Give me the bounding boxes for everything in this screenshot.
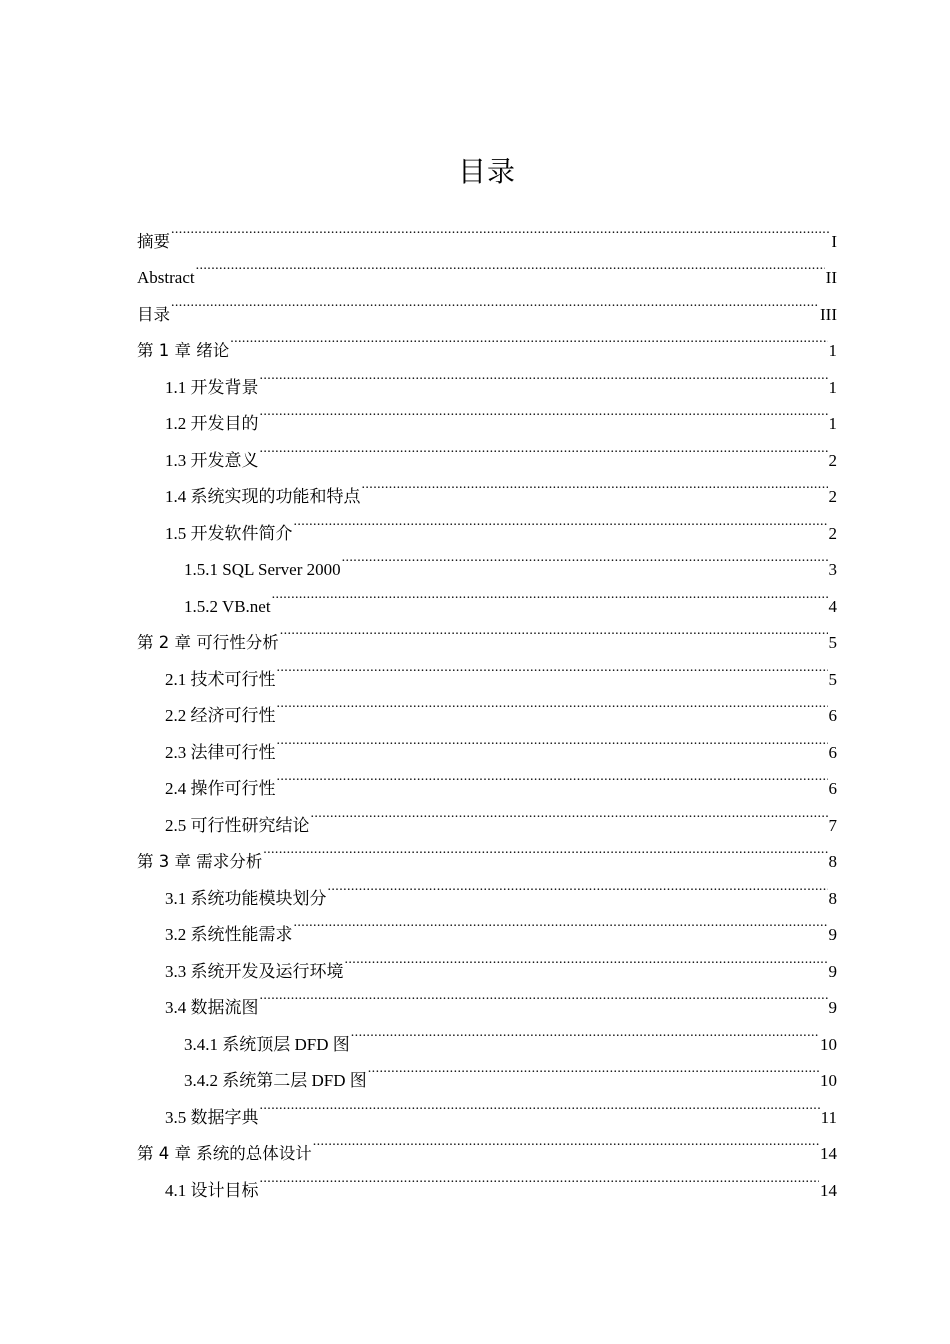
toc-dot-leader: [263, 831, 827, 868]
toc-entry-label: 2.4 操作可行性: [165, 779, 276, 798]
toc-entry[interactable]: [137, 210, 837, 251]
toc-entry-label: 3.1 系统功能模块划分: [165, 888, 327, 908]
toc-entry-page-number: 1: [828, 341, 837, 360]
toc-dot-leader: [277, 721, 828, 758]
toc-entry-label: 第 2 章 可行性分析: [137, 633, 279, 652]
toc-entry-page-number: 9: [828, 925, 837, 944]
toc-entry-label: 1.1 开发背景: [165, 377, 259, 397]
toc-entry-page-number: 1: [828, 414, 837, 433]
toc-dot-leader: [277, 758, 828, 795]
toc-dot-leader: [351, 1013, 819, 1050]
toc-entry-label: 1.5.1 SQL Server 2000: [184, 560, 341, 579]
toc-entry-page-number: 2: [828, 523, 837, 543]
toc-entry-page-number: 8: [828, 852, 837, 871]
toc-entry[interactable]: [137, 283, 837, 324]
toc-entry-label: 3.3 系统开发及运行环境: [165, 961, 344, 981]
toc-dot-leader: [277, 685, 828, 722]
toc-entry-label: 1.5 开发软件简介: [165, 523, 293, 543]
toc-entry-page-number: 2: [828, 450, 837, 470]
toc-entry-label: 2.5 可行性研究结论: [165, 815, 310, 835]
toc-entry[interactable]: [137, 247, 837, 287]
toc-entry-page-number: 6: [828, 742, 837, 762]
toc-entry-page-number: II: [825, 268, 837, 287]
toc-entry-label: Abstract: [137, 268, 195, 287]
toc-dot-leader: [294, 502, 828, 539]
toc-entry-page-number: 3: [828, 560, 837, 579]
toc-entry-page-number: I: [831, 231, 837, 251]
toc-entry-label: 2.3 法律可行性: [165, 742, 276, 762]
toc-entry-label: 2.1 技术可行性: [165, 669, 276, 689]
toc-entry-label: 第 1 章 绪论: [137, 341, 230, 360]
toc-entry-page-number: 9: [828, 961, 837, 981]
toc-entry-page-number: 11: [820, 1107, 837, 1127]
toc-entry-page-number: 14: [820, 1180, 837, 1200]
toc-entry-page-number: III: [820, 304, 837, 324]
toc-dot-leader: [171, 210, 830, 247]
toc-entry-label: 目录: [137, 304, 170, 324]
toc-entry-page-number: 2: [828, 487, 837, 506]
toc-entry-page-number: 1: [828, 377, 837, 397]
toc-entry-page-number: 5: [828, 633, 837, 652]
toc-dot-leader: [260, 356, 828, 393]
toc-dot-leader: [345, 940, 828, 977]
toc-entry-label: 3.2 系统性能需求: [165, 925, 293, 944]
toc-dot-leader: [313, 1123, 819, 1160]
toc-entry[interactable]: [137, 320, 837, 360]
toc-dot-leader: [272, 575, 828, 612]
toc-list: [137, 210, 837, 1200]
toc-dot-leader: [230, 320, 827, 357]
toc-dot-leader: [260, 1159, 820, 1196]
toc-entry-page-number: 9: [828, 998, 837, 1017]
toc-dot-leader: [260, 1086, 820, 1123]
toc-dot-leader: [260, 429, 828, 466]
toc-entry-label: 第 3 章 需求分析: [137, 852, 263, 871]
toc-dot-leader: [311, 794, 828, 831]
toc-entry-page-number: 5: [828, 669, 837, 689]
toc-entry-label: 1.4 系统实现的功能和特点: [165, 487, 361, 506]
toc-dot-leader: [328, 867, 828, 904]
toc-dot-leader: [196, 247, 825, 284]
toc-dot-leader: [260, 393, 828, 430]
toc-dot-leader: [260, 977, 828, 1014]
toc-dot-leader: [280, 612, 828, 649]
toc-dot-leader: [342, 539, 828, 576]
toc-entry-label: 3.4.1 系统顶层 DFD 图: [184, 1034, 350, 1054]
toc-entry-label: 4.1 设计目标: [165, 1180, 259, 1200]
toc-entry[interactable]: [137, 356, 837, 397]
toc-entry-label: 2.2 经济可行性: [165, 706, 276, 725]
toc-entry-label: 第 4 章 系统的总体设计: [137, 1144, 312, 1163]
toc-entry-label: 1.2 开发目的: [165, 414, 259, 433]
toc-entry-label: 1.3 开发意义: [165, 450, 259, 470]
toc-entry-page-number: 7: [828, 815, 837, 835]
toc-entry-page-number: 14: [820, 1144, 837, 1163]
toc-entry-label: 3.5 数据字典: [165, 1107, 259, 1127]
toc-dot-leader: [368, 1050, 819, 1087]
toc-entry-label: 3.4 数据流图: [165, 998, 259, 1017]
toc-entry-label: 摘要: [137, 231, 170, 251]
toc-entry-page-number: 10: [820, 1071, 837, 1090]
toc-entry-page-number: 6: [828, 779, 837, 798]
toc-dot-leader: [362, 466, 828, 503]
toc-title: 目录: [457, 155, 516, 188]
toc-dot-leader: [294, 904, 828, 941]
toc-dot-leader: [277, 648, 828, 685]
toc-entry-page-number: 10: [820, 1034, 837, 1054]
toc-entry-label: 1.5.2 VB.net: [184, 596, 271, 616]
toc-entry-page-number: 8: [828, 888, 837, 908]
toc-entry-page-number: 6: [828, 706, 837, 725]
toc-dot-leader: [171, 283, 819, 320]
toc-entry-label: 3.4.2 系统第二层 DFD 图: [184, 1071, 367, 1090]
toc-entry-page-number: 4: [828, 596, 837, 616]
